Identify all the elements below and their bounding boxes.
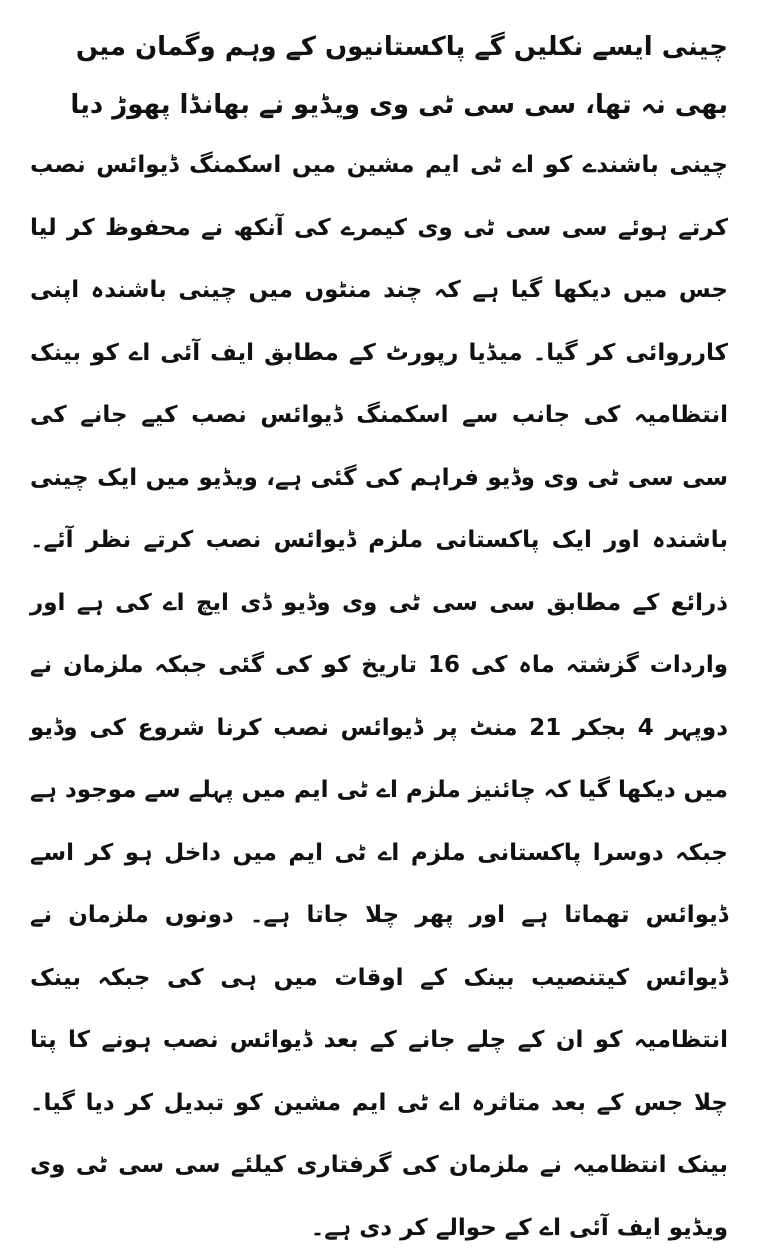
article-headline: چینی ایسے نکلیں گے پاکستانیوں کے وہم وگمان میں بھی نہ تھا، سی سی ٹی وی ویڈیو نے بھانڈا پھوڑ دیا [70,32,728,120]
article-body: چینی باشندے کو اے ٹی ایم مشین میں اسکمنگ ڈیوائس نصب کرتے ہوئے سی سی ٹی وی کیمرے کی آنکھ نے محفوظ کر لیا جس میں دیکھا گیا ہے کہ چند منٹوں میں چینی باشندہ اپنی کارروائی کر گیا۔ میڈیا رپورٹ کے مطابق ایف آئی اے کو بینک انتظامیہ کی جانب سے اسکمنگ ڈیوائس نصب کیے جانے کی سی سی ٹی وی وڈیو فراہم کی گئی ہے، ویڈیو میں ایک چینی باشندہ اور ایک پاکستانی ملزم ڈیوائس نصب کرتے نظر آئے۔ ذرائع کے مطابق سی سی ٹی وی وڈیو ڈی ایچ اے کی ہے اور واردات گزشتہ ماہ کی 16 تاریخ کو کی گئی جبکہ ملزمان نے دوپہر 4 بجکر 21 منٹ پر ڈیوائس نصب کرنا شروع کی وڈیو میں دیکھا گیا کہ چائنیز ملزم اے ٹی ایم میں پہلے سے موجود ہے جبکہ دوسرا پاکستانی ملزم اے ٹی ایم میں داخل ہو کر اسے ڈیوائس تھماتا ہے اور پھر چلا جاتا ہے۔ دونوں ملزمان نے ڈیوائس کیتنصیب بینک کے اوقات میں ہی کی جبکہ بینک انتظامیہ کو ان کے چلے جانے کے بعد ڈیوائس نصب ہونے کا پتا چلا جس کے بعد متاثرہ اے ٹی ایم مشین کو تبدیل کر دیا گیا۔ بینک انتظامیہ نے ملزمان کی گرفتاری کیلئے سی سی ٹی وی ویڈیو ایف آئی اے کے حوالے کر دی ہے۔ [30,152,728,1241]
